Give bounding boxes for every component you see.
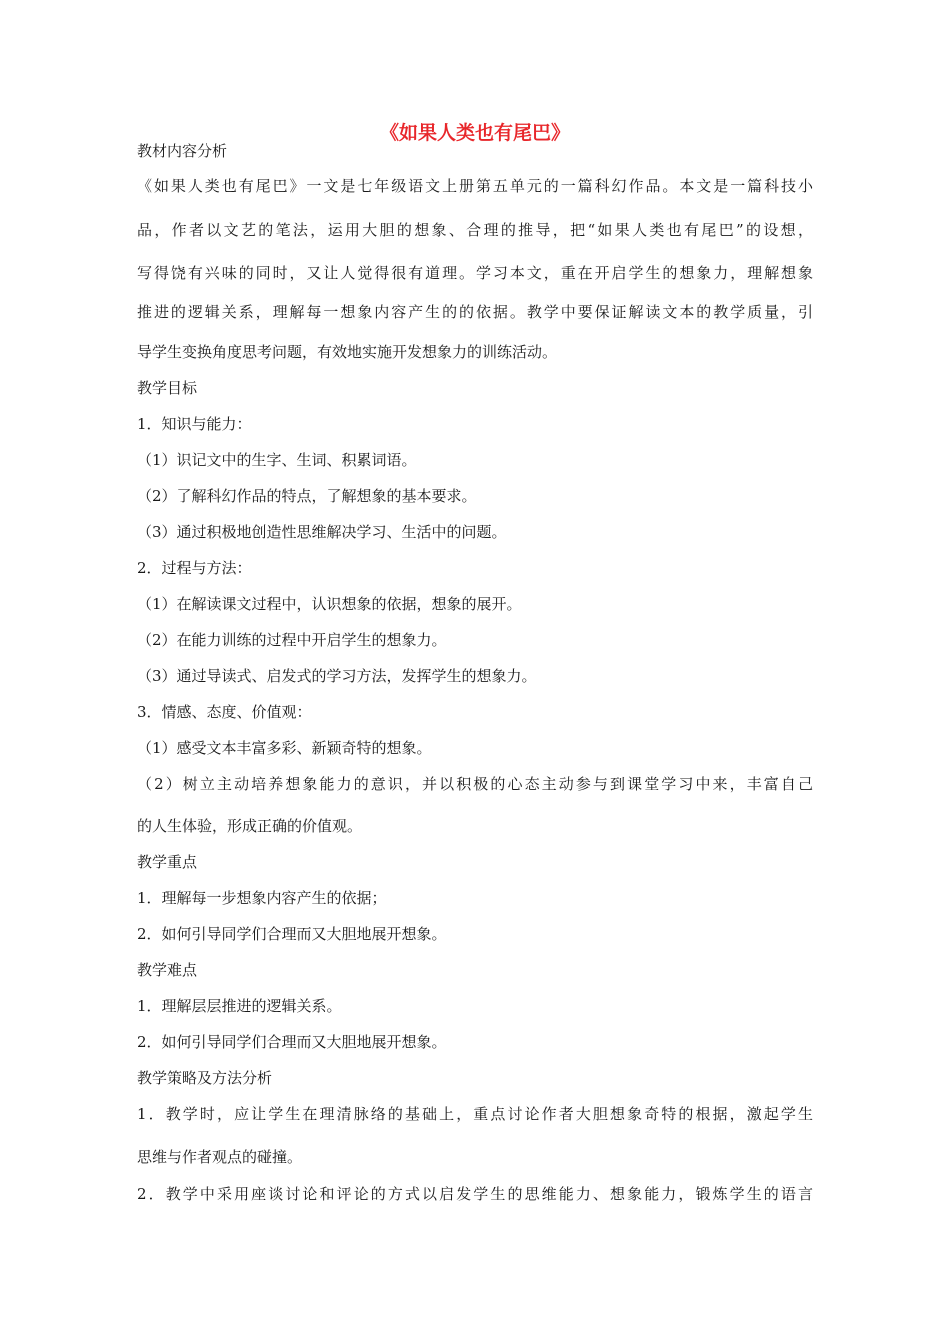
list-item: 1．理解每一步想象内容产生的依据； xyxy=(137,889,387,907)
section-heading: 教学重点 xyxy=(137,853,198,871)
list-item: 2．如何引导同学们合理而又大胆地展开想象。 xyxy=(137,925,447,943)
section-heading: 教学目标 xyxy=(137,379,198,397)
list-item: 2．如何引导同学们合理而又大胆地展开想象。 xyxy=(137,1033,447,1051)
list-item: （1）感受文本丰富多彩、新颖奇特的想象。 xyxy=(137,739,432,757)
paragraph-line: 写得饶有兴味的同时，又让人觉得很有道理。学习本文，重在开启学生的想象力，理解想象 xyxy=(137,264,813,282)
list-item: 1．教学时，应让学生在理清脉络的基础上，重点讨论作者大胆想象奇特的根据，激起学生 xyxy=(137,1105,813,1123)
list-item: 1．理解层层推进的逻辑关系。 xyxy=(137,997,342,1015)
list-item: （1）在解读课文过程中，认识想象的依据，想象的展开。 xyxy=(137,595,522,613)
list-item: （2）树立主动培养想象能力的意识，并以积极的心态主动参与到课堂学习中来，丰富自己 xyxy=(137,775,813,793)
list-item: 的人生体验，形成正确的价值观。 xyxy=(137,817,363,835)
list-item: （1）识记文中的生字、生词、积累词语。 xyxy=(137,451,417,469)
list-item: （2）在能力训练的过程中开启学生的想象力。 xyxy=(137,631,447,649)
list-item: 1．知识与能力： xyxy=(137,415,252,433)
list-item: 2．过程与方法： xyxy=(137,559,252,577)
paragraph-line: 品，作者以文艺的笔法，运用大胆的想象、合理的推导，把“如果人类也有尾巴”的设想， xyxy=(137,221,813,239)
list-item: （3）通过积极地创造性思维解决学习、生活中的问题。 xyxy=(137,523,507,541)
list-item: 思维与作者观点的碰撞。 xyxy=(137,1148,303,1166)
document-title: 《如果人类也有尾巴》 xyxy=(379,122,570,144)
list-item: （2）了解科幻作品的特点，了解想象的基本要求。 xyxy=(137,487,477,505)
section-heading: 教材内容分析 xyxy=(137,142,228,160)
section-heading: 教学难点 xyxy=(137,961,198,979)
section-heading: 教学策略及方法分析 xyxy=(137,1069,273,1087)
paragraph-line: 推进的逻辑关系，理解每一想象内容产生的的依据。教学中要保证解读文本的教学质量，引 xyxy=(137,303,813,321)
paragraph-line: 《如果人类也有尾巴》一文是七年级语文上册第五单元的一篇科幻作品。本文是一篇科技小 xyxy=(137,177,813,195)
paragraph-line: 导学生变换角度思考问题，有效地实施开发想象力的训练活动。 xyxy=(137,343,558,361)
list-item: （3）通过导读式、启发式的学习方法，发挥学生的想象力。 xyxy=(137,667,537,685)
list-item: 3．情感、态度、价值观： xyxy=(137,703,312,721)
list-item: 2．教学中采用座谈讨论和评论的方式以启发学生的思维能力、想象能力，锻炼学生的语言 xyxy=(137,1185,813,1203)
